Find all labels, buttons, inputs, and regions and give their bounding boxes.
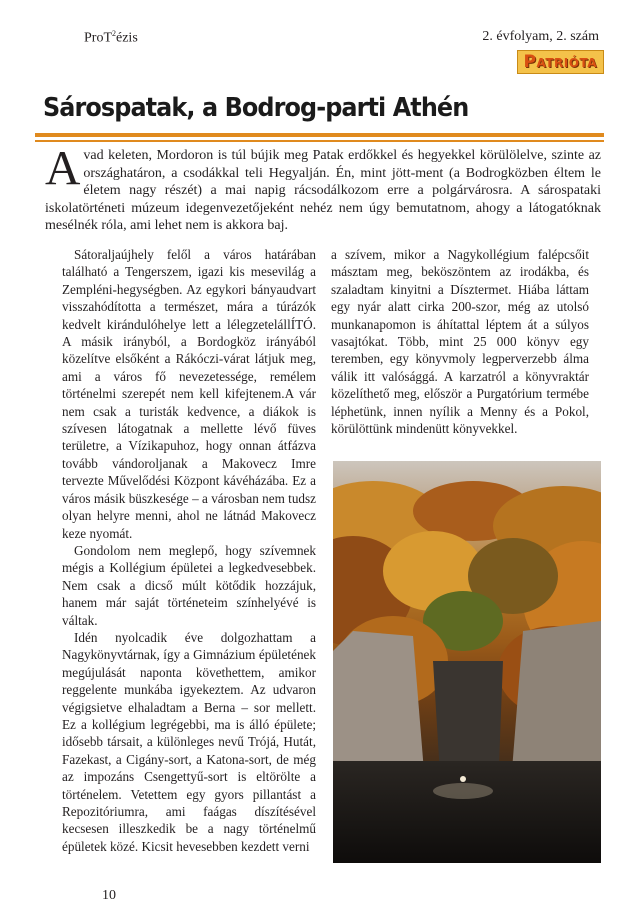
article-title: Sárospatak, a Bodrog-parti Athén <box>43 93 469 123</box>
patriota-logo: Patrióta <box>517 50 604 74</box>
right-column <box>331 246 589 437</box>
left-column <box>62 246 316 855</box>
drop-cap: A <box>45 140 81 195</box>
page-number: 10 <box>102 888 116 903</box>
paragraph: Gondolom nem meglepő, hogy szívemnek mégis a Kollégium épületei a legkedvesebbek. Nem csak a dicső múlt kötődik hozzájuk, hanem már saját történeteim színhelyévé is váltak. <box>62 542 316 628</box>
lead-paragraph <box>45 140 601 235</box>
lead-text: vad keleten, Mordoron is túl bújik meg Patak erdőkkel és hegyekkel körülölelve, szinte az országhatáron, a csodákkal teli Hegyalján. Én, mint jött-ment (a Bodrogközben éltem le életem nagy részét) a mai napig rácsodálkozom erre a polgárvárosra. A sárospataki iskolatörténeti múzeum idegenvezetőjeként nehéz nem úgy bemutatnom, ahogy a látogatóknak mesélnék róla, ami lehet nem is akkora baj. <box>45 148 601 234</box>
paragraph: Sátoraljaújhely felől a város határában található a Tengerszem, igazi kis mesevilág a Zempléni-hegységben. Az egykori bányaudvart visszahódította a természet, mára a túrázók kedvelt kirándulóhelye lett a lélegzetelállÍTÓ. A másik irányból, a Bordogköz irányából közelítve elsőként a Rákóczi-várat látjuk meg, ami a város fő nevezetessége, remélem történelmi szerepét nem kell kifejtenem.A vár nem csak a turisták kedvence, a diákok is szívesen látogatnak a mellette lévő füves területre, a Vízikapuhoz, hogy onnan átfázva tovább vándoroljanak a Makovecz Imre tervezte Művelődési Központ kávéházába. Ez a város másik büszkesége – a városban nem tudsz olyan helyre menni, ahol ne látnád Makovecz keze nyomát. <box>62 247 316 541</box>
paragraph: a szívem, mikor a Nagykollégium falépcsőit másztam meg, beköszöntem az irodákba, és szaladtam kinyitni a Dísztermet. Hiába láttam egy nyár alatt cirka 200-szor, még az utolsó munkanapomon is áhítattal léptem át a súlyos vasajtókat. Több, mint 25 000 könyv egy teremben, egy könyvmoly legperverzebb álma válik itt valósággá. A karzatról a könyvraktár közelíthető meg, először a Purgatórium termébe léphetünk, innen nyílik a Menny és a Pokol, körülöttünk mindenütt könyvekkel. <box>331 247 589 437</box>
issue-label: 2. évfolyam, 2. szám <box>482 29 599 44</box>
paragraph: Idén nyolcadik éve dolgozhattam a Nagykönyvtárnak, így a Gimnázium épületének megújulását naponta követhettem, amikor reggelente munkába igyekeztem. Az udvaron végigsietve elhaladtam a Berna – sor mellett. Ez a kollégium legrégebbi, ma is álló épülete; idősebb társait, a különleges nevű Trójá, Hutát, Fazekast, a Cigány-sort, a Katona-sort, de még az impozáns Csengettyű-sort is eltörölte a történelem. Vetettem egy gyors pillantást a Repozitóriumra, ami faágas díszítésével kecsesen illeszkedik be a nagy történelmű épületek közé. Kicsit hevesebben kezdett verni <box>62 629 316 854</box>
tengerszem-photo <box>333 461 601 863</box>
running-header-left: ProT$^2$ézis <box>84 29 138 46</box>
title-bar <box>35 89 604 137</box>
photo-illustration <box>333 461 601 863</box>
